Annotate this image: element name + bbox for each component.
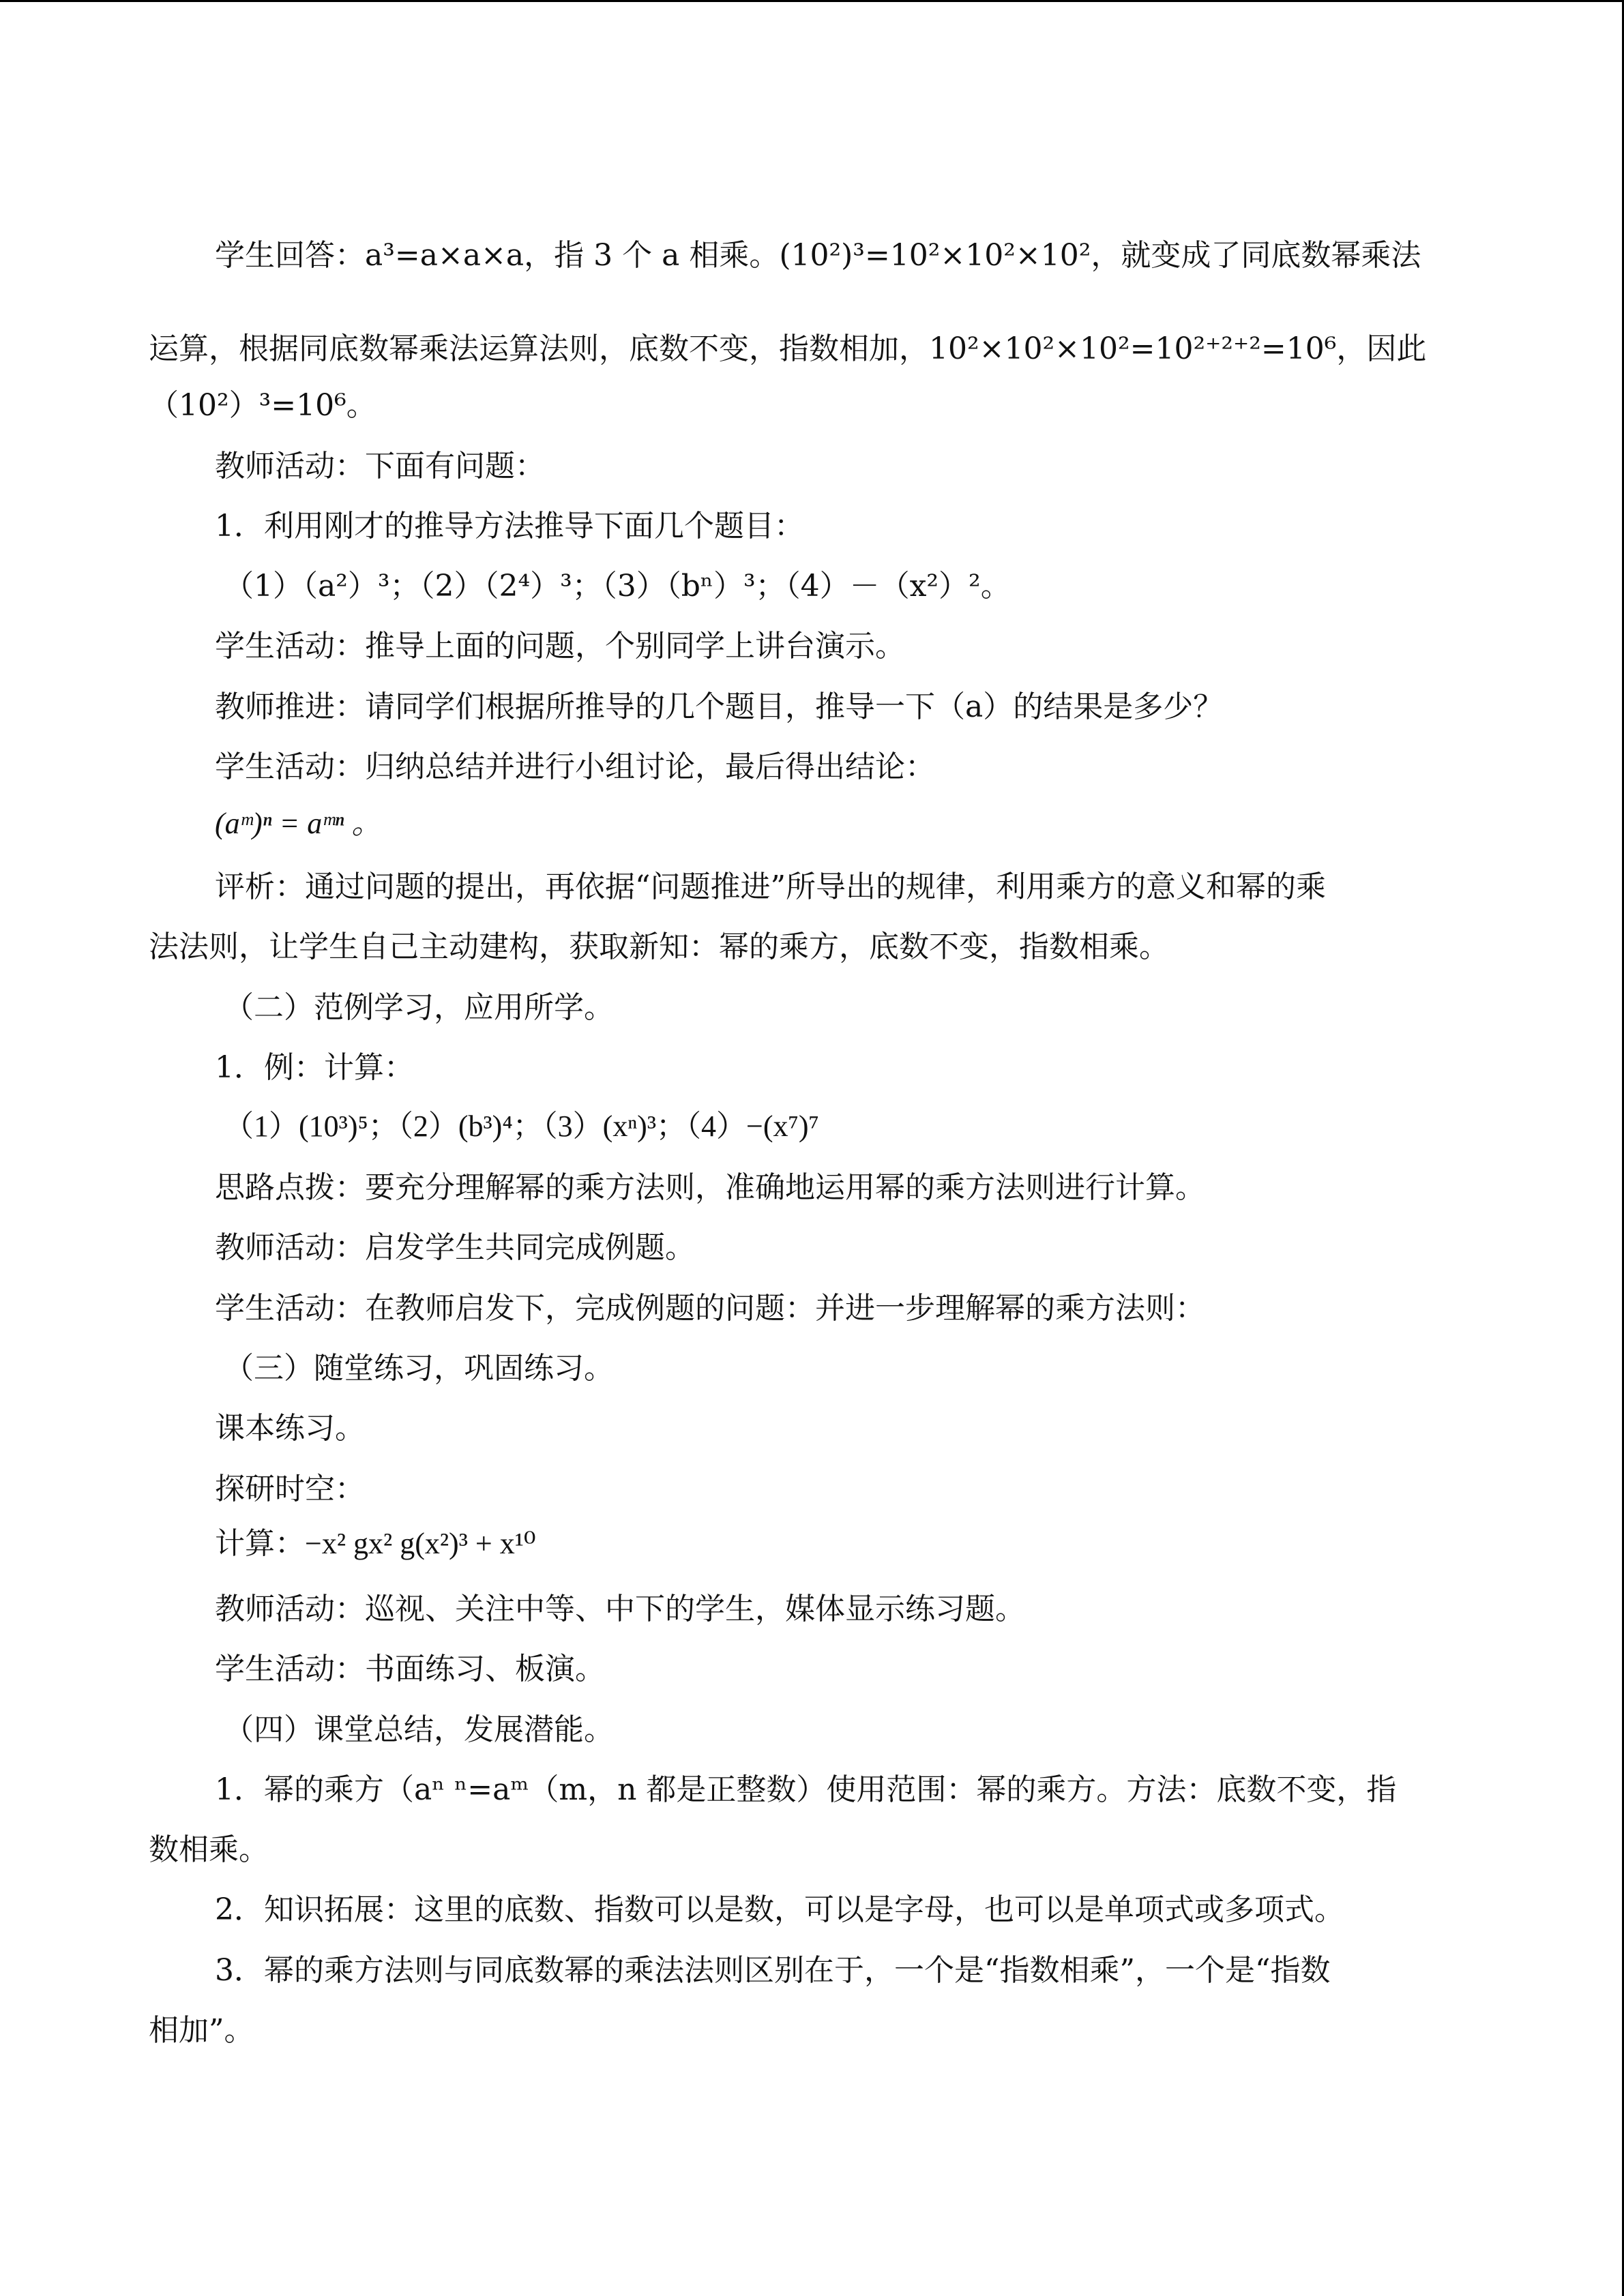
paragraph-line: 教师活动：下面有问题： bbox=[215, 449, 545, 483]
paragraph-line: 学生活动：在教师启发下，完成例题的问题：并进一步理解幂的乘方法则： bbox=[215, 1291, 1205, 1326]
paragraph-line: 运算，根据同底数幂乘法运算法则，底数不变，指数相加，10²×10²×10²=10²⁺²⁺²=10⁶，因此 bbox=[149, 331, 1427, 366]
paragraph-line: 评析：通过问题的提出，再依据“问题推进”所导出的规律，利用乘方的意义和幂的乘 bbox=[215, 869, 1326, 904]
paragraph-line: 教师推进：请同学们根据所推导的几个题目，推导一下（a）的结果是多少？ bbox=[215, 689, 1224, 724]
formula: (aᵐ)ⁿ = aᵐⁿ 。 bbox=[215, 807, 382, 840]
paragraph-line: 教师活动：启发学生共同完成例题。 bbox=[215, 1230, 695, 1265]
list-item: 3．幂的乘方法则与同底数幂的乘法法则区别在于，一个是“指数相乘”，一个是“指数 bbox=[215, 1953, 1331, 1988]
paragraph-line: 课本练习。 bbox=[215, 1411, 365, 1446]
paragraph-line: 教师活动：巡视、关注中等、中下的学生，媒体显示练习题。 bbox=[215, 1592, 1025, 1626]
page-top-border bbox=[0, 0, 1624, 2]
paragraph-line: 学生回答：a³=a×a×a，指 3 个 a 相乘。(10²)³=10²×10²×10²，就变成了同底数幂乘法 bbox=[215, 238, 1421, 273]
paragraph-line: 学生活动：推导上面的问题，个别同学上讲台演示。 bbox=[215, 629, 905, 664]
paragraph-line: 相加”。 bbox=[149, 2013, 254, 2048]
list-item: 2．知识拓展：这里的底数、指数可以是数，可以是字母，也可以是单项式或多项式。 bbox=[215, 1892, 1344, 1927]
section-heading: （二）范例学习，应用所学。 bbox=[224, 990, 614, 1025]
math-line: （1）(10³)⁵；（2）(b³)⁴；（3）(xⁿ)³；（4）−(x⁷)⁷ bbox=[224, 1109, 819, 1143]
section-heading: （三）随堂练习，巩固练习。 bbox=[224, 1351, 614, 1386]
paragraph-line: 学生活动：书面练习、板演。 bbox=[215, 1652, 605, 1686]
paragraph-line: （10²）³=10⁶。 bbox=[149, 388, 377, 423]
section-heading: （四）课堂总结，发展潜能。 bbox=[224, 1712, 614, 1747]
paragraph-line: 数相乘。 bbox=[149, 1832, 269, 1867]
math-line: （1）（a²）³；（2）（2⁴）³；（3）（bⁿ）³；（4）－（x²）²。 bbox=[224, 569, 1011, 603]
list-item: 1．例：计算： bbox=[215, 1050, 414, 1085]
paragraph-line: 思路点拨：要充分理解幂的乘方法则，准确地运用幂的乘方法则进行计算。 bbox=[215, 1170, 1205, 1205]
list-item: 1．幂的乘方（aⁿ ⁿ=aᵐ（m，n 都是正整数）使用范围：幂的乘方。方法：底数不变，指 bbox=[215, 1772, 1397, 1807]
formula: 计算：−x² gx² g(x²)³ + x¹⁰ bbox=[215, 1527, 536, 1560]
paragraph-line: 法法则，让学生自己主动建构，获取新知：幂的乘方，底数不变，指数相乘。 bbox=[149, 929, 1169, 964]
paragraph-line: 探研时空： bbox=[215, 1472, 365, 1506]
list-item: 1．利用刚才的推导方法推导下面几个题目： bbox=[215, 509, 804, 543]
paragraph-line: 学生活动：归纳总结并进行小组讨论，最后得出结论： bbox=[215, 749, 935, 784]
